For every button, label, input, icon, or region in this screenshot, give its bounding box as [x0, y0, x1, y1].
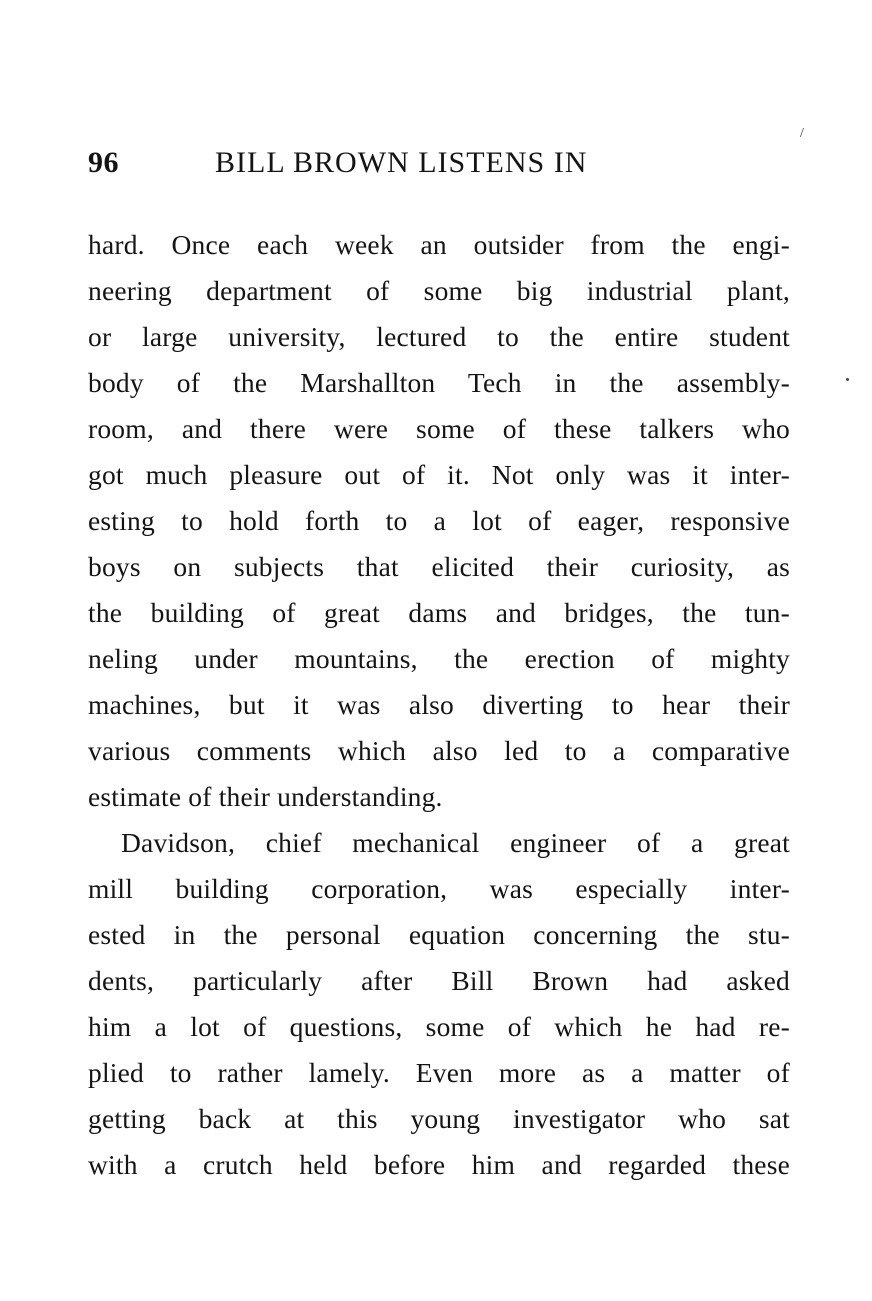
text-line: neling under mountains, the erection of mighty — [88, 643, 790, 674]
text-line: machines, but it was also diverting to hear their — [88, 689, 790, 720]
text-line: esting to hold forth to a lot of eager, responsive — [88, 505, 790, 536]
text-line: body of the Marshallton Tech in the assembly- — [88, 367, 790, 398]
text-line: ested in the personal equation concerning the stu- — [88, 919, 790, 950]
margin-dot — [846, 378, 849, 381]
text-line: the building of great dams and bridges, the tun- — [88, 597, 790, 628]
text-line: getting back at this young investigator who sat — [88, 1103, 790, 1134]
text-line: various comments which also led to a comparative — [88, 735, 790, 766]
paragraph-2 — [88, 820, 790, 1188]
text-line: estimate of their understanding. — [88, 781, 443, 812]
text-line: hard. Once each week an outsider from the engi- — [88, 229, 790, 260]
page-header — [88, 146, 794, 186]
text-line: him a lot of questions, some of which he had re- — [88, 1011, 790, 1042]
text-line: dents, particularly after Bill Brown had asked — [88, 965, 790, 996]
text-line: with a crutch held before him and regarded these — [88, 1149, 790, 1180]
body-text — [88, 222, 790, 1188]
text-line: neering department of some big industrial plant, — [88, 275, 790, 306]
text-line: got much pleasure out of it. Not only was it inter- — [88, 459, 790, 490]
text-line: Davidson, chief mechanical engineer of a great — [121, 827, 790, 858]
text-line: mill building corporation, was especially inter- — [88, 873, 790, 904]
text-line: room, and there were some of these talkers who — [88, 413, 790, 444]
text-line: boys on subjects that elicited their curiosity, as — [88, 551, 790, 582]
text-line: plied to rather lamely. Even more as a matter of — [88, 1057, 790, 1088]
text-line: or large university, lectured to the entire student — [88, 321, 790, 352]
paragraph-1 — [88, 222, 790, 820]
page-number: 96 — [88, 146, 119, 179]
margin-mark: / — [800, 126, 804, 141]
running-head: BILL BROWN LISTENS IN — [215, 146, 588, 179]
